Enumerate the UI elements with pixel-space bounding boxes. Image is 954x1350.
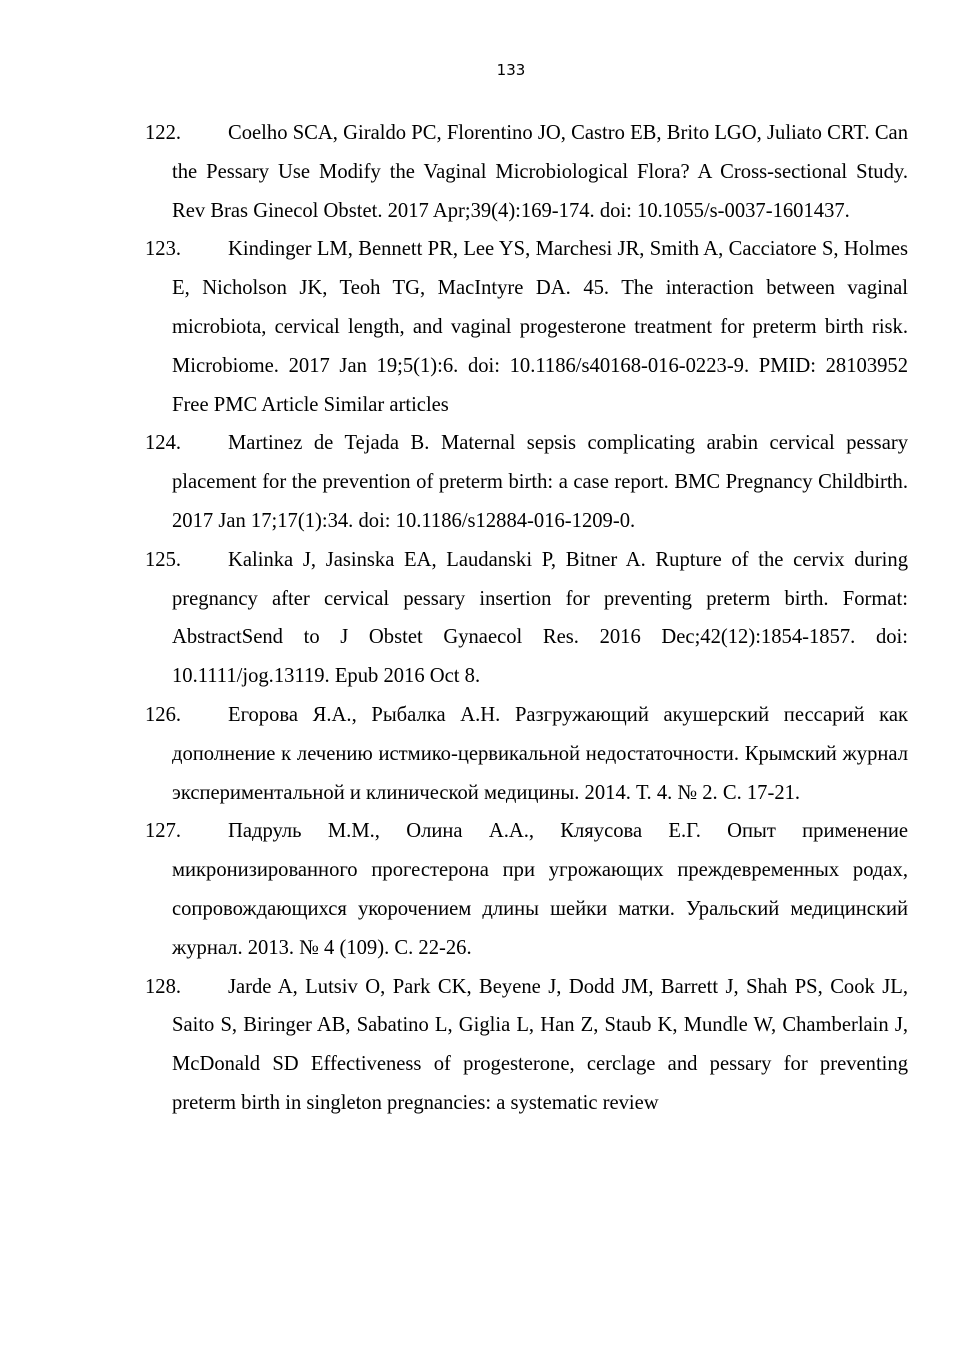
reference-text: Kalinka J, Jasinska EA, Laudanski P, Bitner A. Rupture of the cervix during pregnancy after cervical pessary insertion for preventing preterm birth. Format: AbstractSend to J Obstet Gynaecol Res. 2016 Dec;42(12):1854-1857. doi: 10.1111/jog.13119. Epub 2016 Oct 8.: [172, 548, 908, 688]
reference-text: Martinez de Tejada B. Maternal sepsis complicating arabin cervical pessary placement for the prevention of preterm birth: a case report. BMC Pregnancy Childbirth. 2017 Jan 17;17(1):34. doi: 10.1186/s12884-016-1209-0.: [172, 432, 908, 532]
reference-number: 122.: [145, 122, 182, 144]
reference-text: Kindinger LM, Bennett PR, Lee YS, Marchesi JR, Smith A, Cacciatore S, Holmes E, Nicholson JK, Teoh TG, MacIntyre DA. 45. The interaction between vaginal microbiota, cervical length, and vaginal progesterone treatment for preterm birth risk. Microbiome. 2017 Jan 19;5(1):6. doi: 10.1186/s40168-016-0223-9. PMID: 28103952 Free PMC Article Similar articles: [172, 238, 908, 416]
reference-item: [145, 968, 908, 1123]
page-number: 133: [496, 61, 526, 79]
reference-text: Jarde A, Lutsiv O, Park CK, Beyene J, Dodd JM, Barrett J, Shah PS, Cook JL, Saito S, Biringer AB, Sabatino L, Giglia L, Han Z, Staub K, Mundle W, Chamberlain J, McDonald SD Effectiveness of progesterone, cerclage and pessary for preventing preterm birth in singleton pregnancies: a systematic review: [172, 975, 908, 1114]
reference-number: 128.: [145, 975, 182, 998]
reference-item: [145, 696, 908, 812]
reference-text: Падруль М.М., Олина А.А., Кляусова Е.Г. Опыт применение микронизированного прогестерона при угрожающих преждевременных родах, сопровождающихся укорочением длины шейки матки. Уральский медицинский журнал. 2013. № 4 (109). С. 22-26.: [172, 820, 908, 959]
reference-item: [145, 114, 908, 230]
reference-text: Егорова Я.А., Рыбалка А.Н. Разгружающий акушерский пессарий как дополнение к лечению истмико-цервикальной недостаточности. Крымский журнал экспериментальной и клинической медицины. 2014. Т. 4. № 2. С. 17-21.: [172, 703, 908, 804]
reference-list: [145, 114, 908, 1123]
reference-number: 126.: [145, 703, 182, 726]
reference-item: [145, 424, 908, 540]
reference-number: 123.: [145, 238, 182, 261]
reference-item: [145, 230, 908, 424]
reference-text: Coelho SCA, Giraldo PC, Florentino JO, Castro EB, Brito LGO, Juliato CRT. Can the Pessary Use Modify the Vaginal Microbiological Flora? A Cross-sectional Study. Rev Bras Ginecol Obstet. 2017 Apr;39(4):169-174. doi: 10.1055/s-0037-1601437.: [172, 122, 908, 222]
reference-item: [145, 541, 908, 696]
reference-number: 127.: [145, 820, 182, 843]
reference-item: [145, 812, 908, 967]
reference-number: 125.: [145, 548, 182, 571]
reference-number: 124.: [145, 432, 182, 455]
